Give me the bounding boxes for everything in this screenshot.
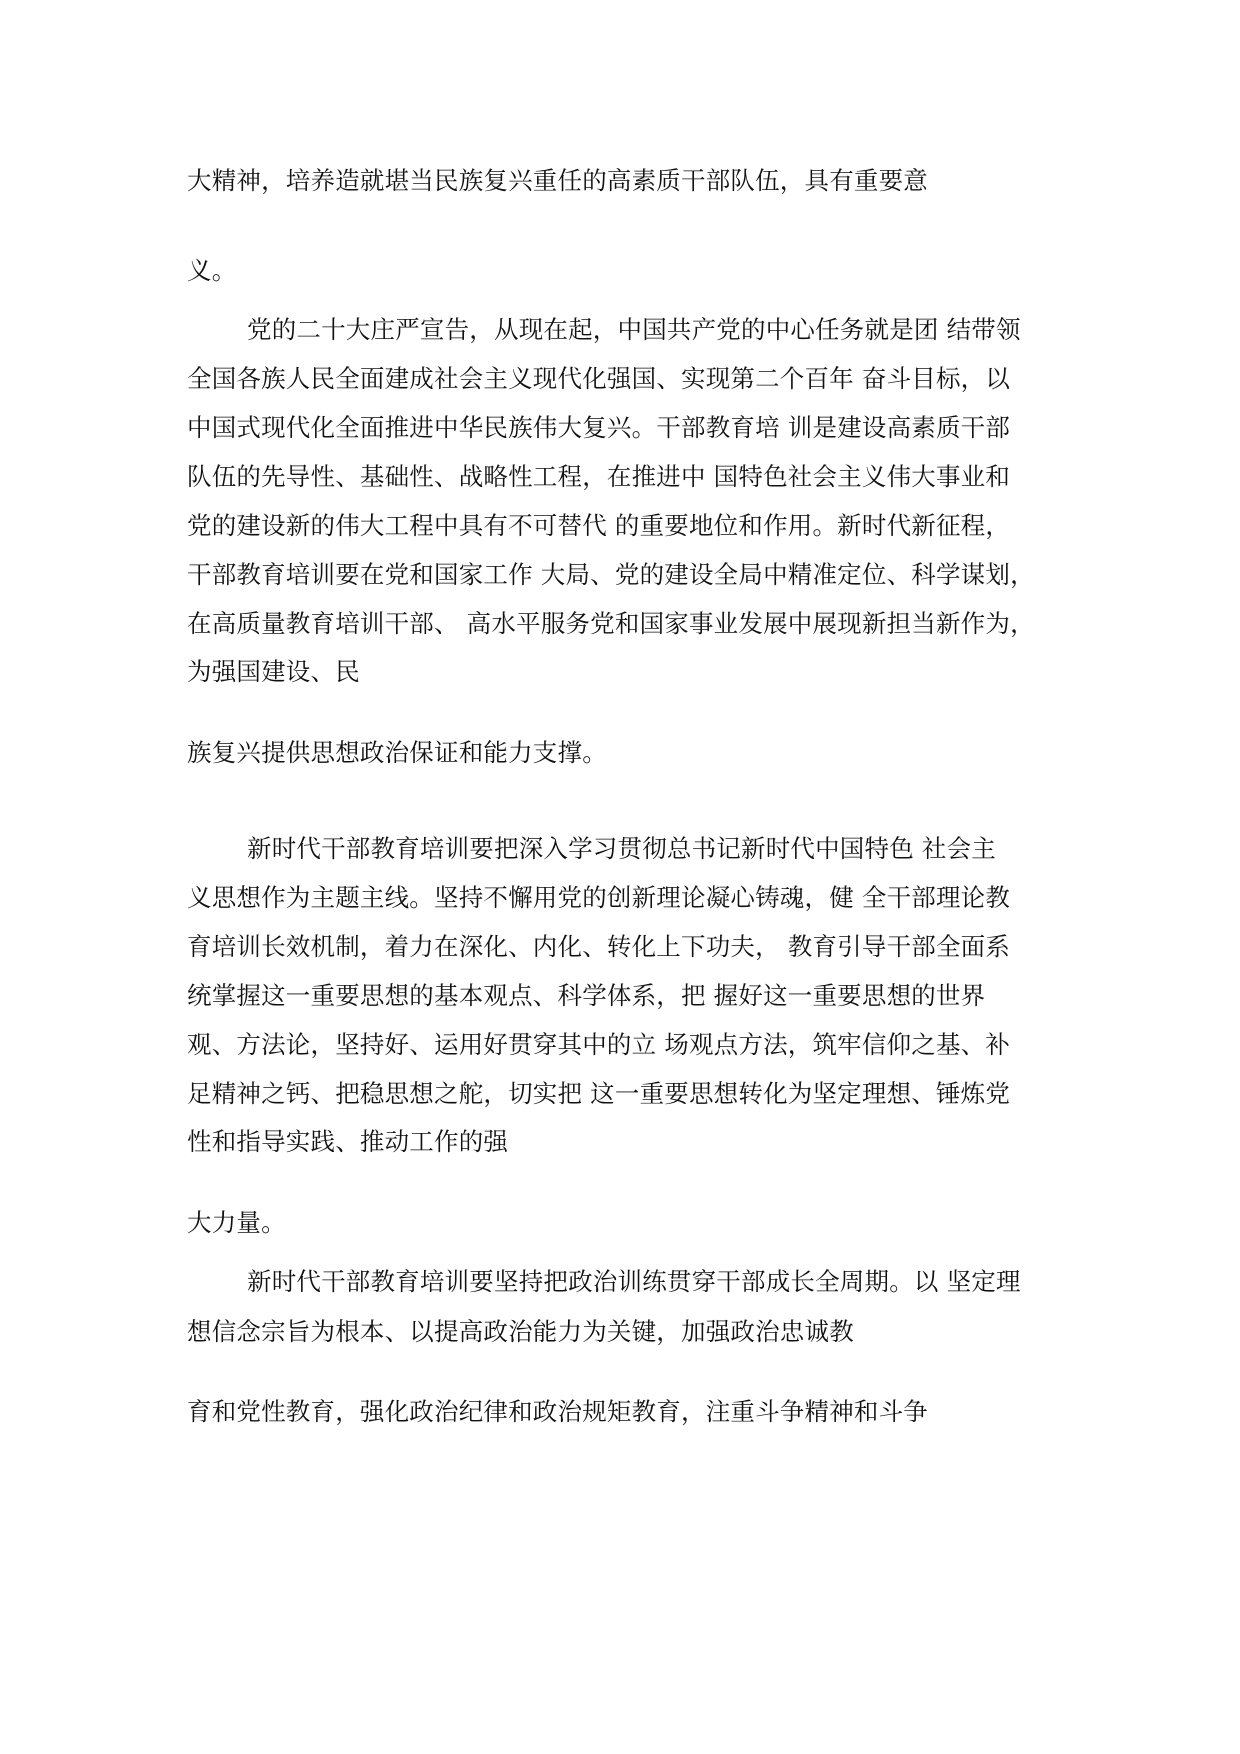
text-line: 全国各族人民全面建成社会主义现代化强国、实现第二个百年 奋斗目标，以 [187,364,1011,393]
text-line: 在高质量教育培训干部、 高水平服务党和国家事业发展中展现新担当新作为， [187,609,1035,638]
text-line: 想信念宗旨为根本、以提高政治能力为关键，加强政治忠诚教 [187,1317,854,1346]
text-line: 大力量。 [187,1208,286,1237]
text-line: 队伍的先导性、基础性、战略性工程，在推进中 国特色社会主义伟大事业和 [187,462,1011,491]
text-line: 党的建设新的伟大工程中具有不可替代 的重要地位和作用。新时代新征程， [187,511,1011,540]
text-line: 大精神，培养造就堪当民族复兴重任的高素质干部队伍，具有重要意 [187,166,928,195]
text-line: 性和指导实践、推动工作的强 [187,1127,509,1156]
text-line: 为强国建设、民 [187,657,360,686]
text-line: 育和党性教育，强化政治纪律和政治规矩教育，注重斗争精神和斗争 [187,1397,928,1426]
text-line: 育培训长效机制，着力在深化、内化、转化上下功夫， 教育引导干部全面系 [187,932,1011,961]
text-line: 义。 [187,256,237,285]
text-line: 统掌握这一重要思想的基本观点、科学体系，把 握好这一重要思想的世界 [187,981,986,1010]
text-line: 义思想作为主题主线。坚持不懈用党的创新理论凝心铸魂，健 全干部理论教 [187,883,1011,912]
text-line: 族复兴提供思想政治保证和能力支撑。 [187,738,607,767]
text-line: 干部教育培训要在党和国家工作 大局、党的建设全局中精准定位、科学谋划， [187,560,1035,589]
text-line: 足精神之钙、把稳思想之舵，切实把 这一重要思想转化为坚定理想、锤炼党 [187,1079,1011,1108]
text-line: 观、方法论，坚持好、运用好贯穿其中的立 场观点方法，筑牢信仰之基、补 [187,1030,1011,1059]
paragraph-start-line: 新时代干部教育培训要把深入学习贯彻总书记新时代中国特色 社会主 [247,834,996,863]
paragraph-start-line: 党的二十大庄严宣告，从现在起，中国共产党的中心任务就是团 结带领 [247,315,1021,344]
paragraph-start-line: 新时代干部教育培训要坚持把政治训练贯穿干部成长全周期。以 坚定理 [247,1267,1021,1296]
text-line: 中国式现代化全面推进中华民族伟大复兴。干部教育培 训是建设高素质干部 [187,413,1011,442]
